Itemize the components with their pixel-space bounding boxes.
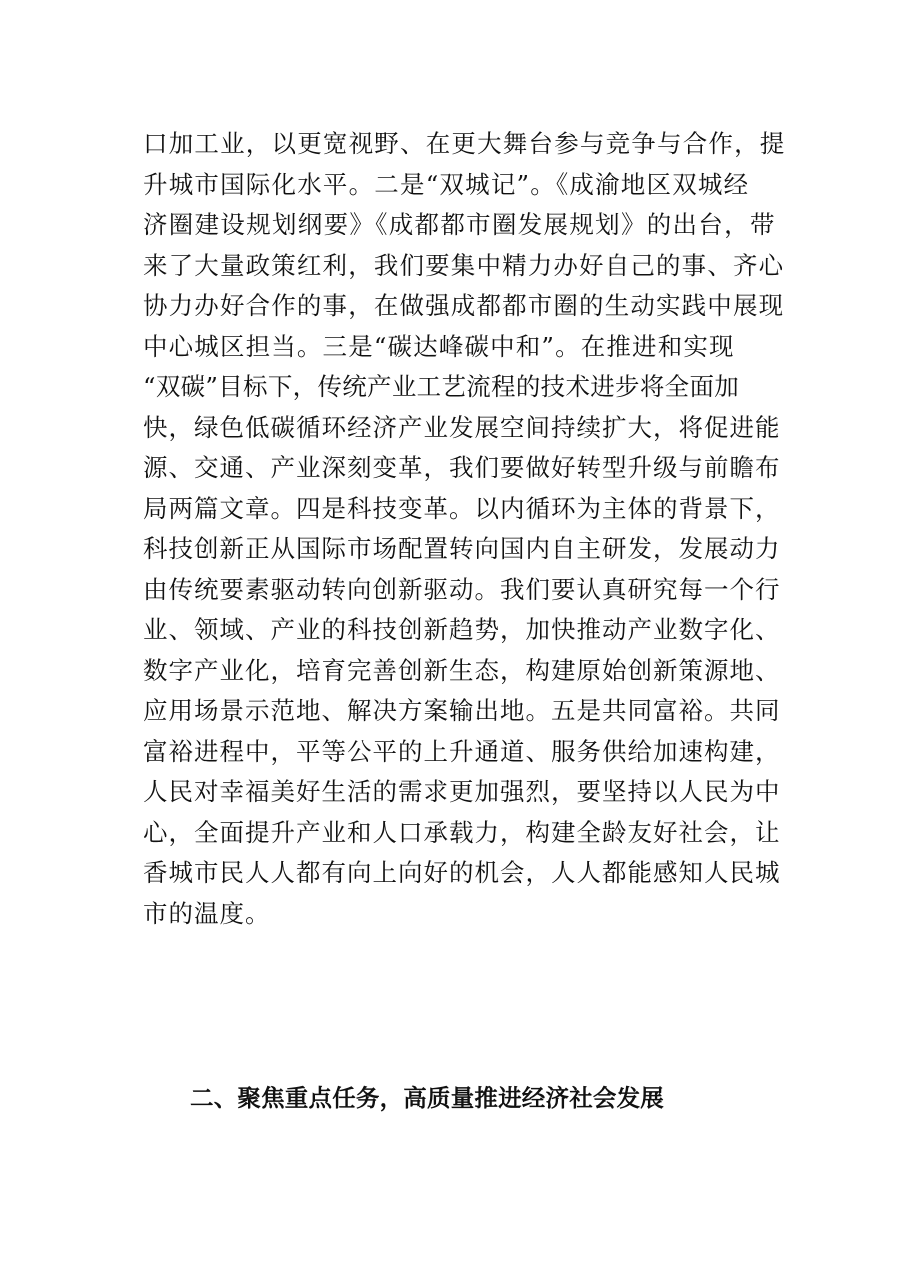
paragraph-line: 升城市国际化水平。二是“双城记”。《成渝地区双城经 [143,169,750,199]
paragraph-line: 业、领域、产业的科技创新趋势，加快推动产业数字化、 [143,615,781,644]
paragraph-line: “双碳”目标下，传统产业工艺流程的技术进步将全面加 [143,372,740,401]
paragraph-line: 人民对幸福美好生活的需求更加强烈，要坚持以人民为中 [143,777,781,806]
body-paragraph [143,124,786,934]
paragraph-line: 科技创新正从国际市场配置转向国内自主研发，发展动力 [143,534,781,563]
paragraph-line: 中心城区担当。三是“碳达峰碳中和”。在推进和实现 [143,331,735,361]
paragraph-line: 应用场景示范地、解决方案输出地。五是共同富裕。共同 [143,696,781,725]
paragraph-line: 数字产业化，培育完善创新生态，构建原始创新策源地、 [143,655,781,685]
paragraph-line: 香城市民人人都有向上向好的机会，人人都能感知人民城 [143,858,781,887]
section-heading: 二、聚焦重点任务，高质量推进经济社会发展 [190,1084,664,1112]
paragraph-line: 源、交通、产业深刻变革，我们要做好转型升级与前瞻布 [143,453,781,482]
paragraph-line: 口加工业，以更宽视野、在更大舞台参与竞争与合作，提 [143,129,786,158]
paragraph-line: 济圈建设规划纲要》《成都都市圈发展规划》的出台，带 [143,210,776,239]
paragraph-line: 局两篇文章。四是科技变革。以内循环为主体的背景下， [143,493,781,523]
paragraph-line: 市的温度。 [143,898,271,928]
paragraph-line: 来了大量政策红利，我们要集中精力办好自己的事、齐心 [143,250,785,280]
paragraph-line: 富裕进程中，平等公平的上升通道、服务供给加速构建， [143,736,781,766]
paragraph-line: 协力办好合作的事，在做强成都都市圈的生动实践中展现 [143,291,785,320]
paragraph-line: 快，绿色低碳循环经济产业发展空间持续扩大，将促进能 [143,412,781,442]
paragraph-line: 心，全面提升产业和人口承载力，构建全龄友好社会，让 [143,817,781,847]
paragraph-line: 由传统要素驱动转向创新驱动。我们要认真研究每一个行 [143,574,781,604]
